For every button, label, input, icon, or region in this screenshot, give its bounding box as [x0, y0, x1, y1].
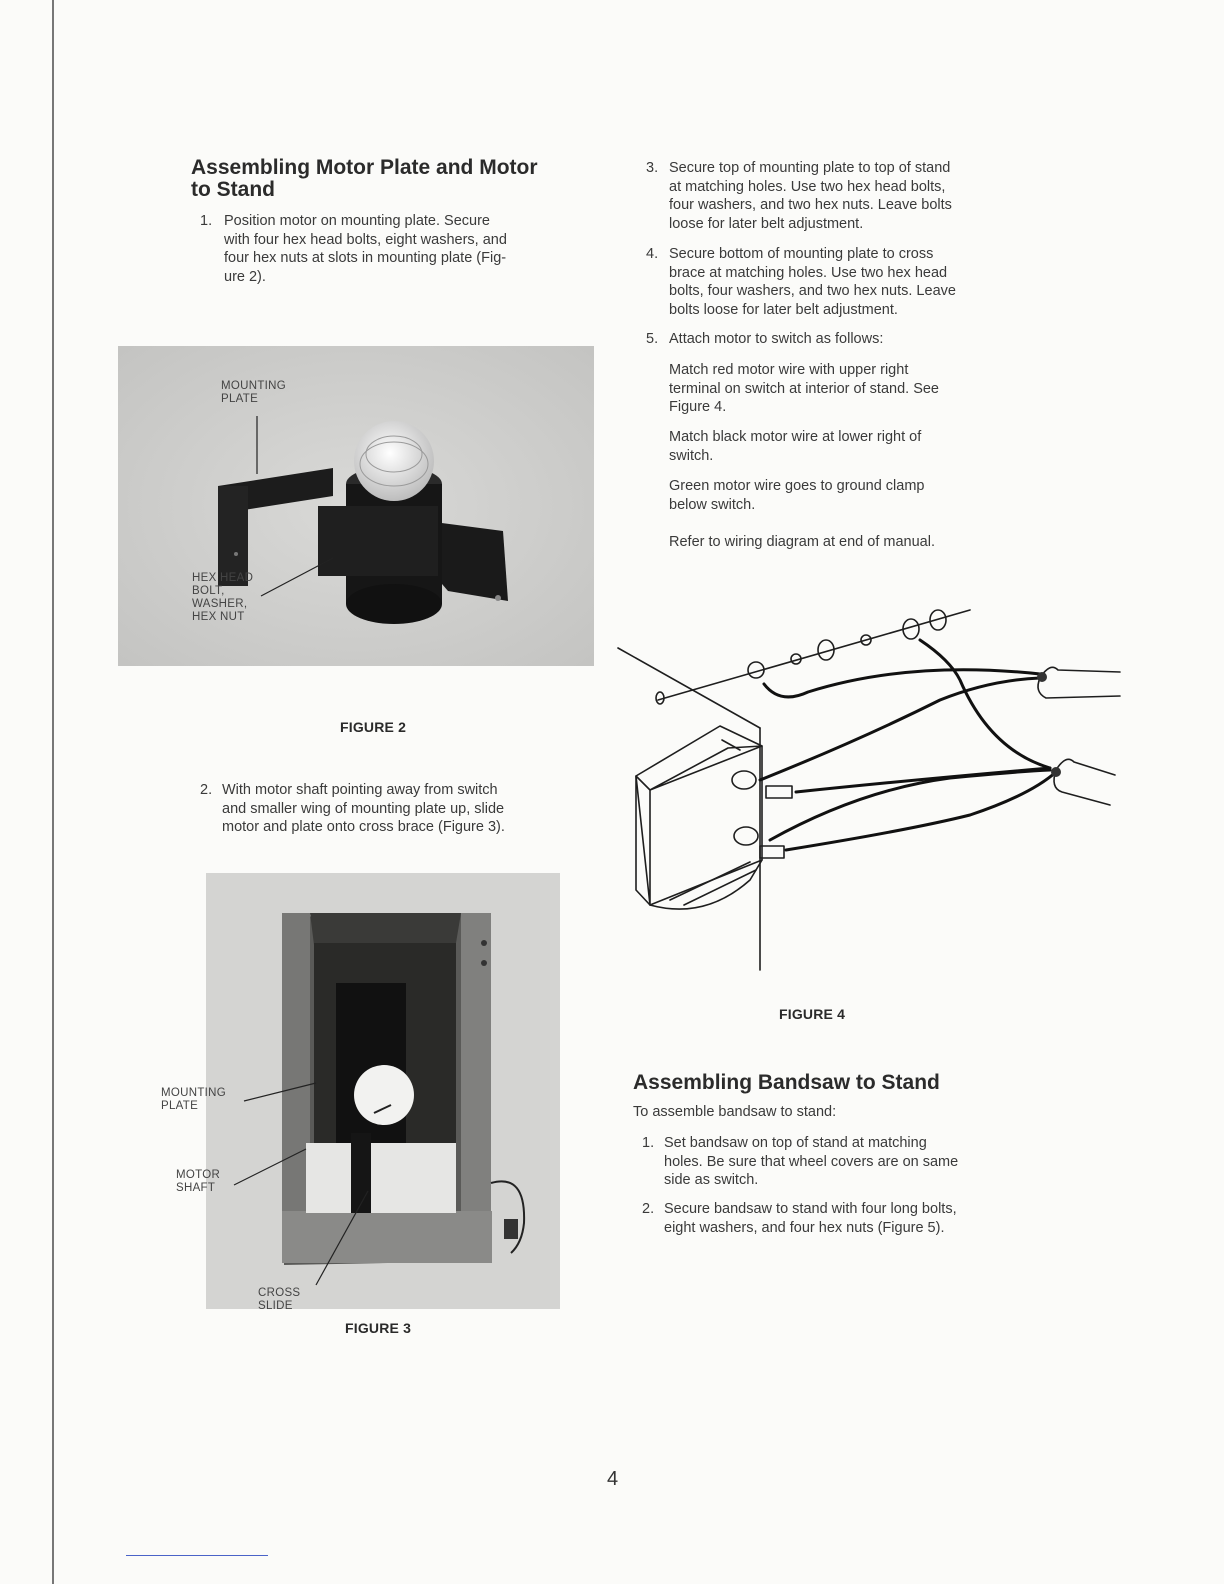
- text-line: Position motor on mounting plate. Secure: [224, 213, 490, 229]
- step-text: [669, 330, 883, 349]
- text-line: with four hex head bolts, eight washers, and: [224, 231, 507, 248]
- label-mounting-plate: [221, 380, 286, 406]
- wiring-note-diagram-ref: [669, 533, 935, 552]
- text-line: bolts loose for later belt adjustment.: [669, 301, 898, 318]
- step-number: 2.: [200, 782, 213, 798]
- step-text: [664, 1134, 958, 1190]
- label-line: PLATE: [161, 1100, 199, 1112]
- step-number: 1.: [200, 213, 213, 229]
- step-number: 5.: [646, 331, 659, 347]
- label-line: BOLT,: [192, 585, 225, 597]
- step-4: [646, 245, 1016, 321]
- label-line: SHAFT: [176, 1182, 216, 1194]
- step-number: 1.: [642, 1135, 655, 1151]
- page-number: 4: [607, 1468, 619, 1490]
- label-cross-slide: [258, 1287, 300, 1309]
- label-line: MOUNTING: [221, 380, 287, 392]
- section-title-motor-plate: [191, 157, 538, 201]
- text-line: four hex nuts at slots in mounting plate (Fig-: [224, 250, 507, 266]
- text-line: holes. Be sure that wheel covers are on same: [664, 1153, 959, 1170]
- step-number: 3.: [646, 160, 659, 176]
- text-line: Attach motor to switch as follows:: [669, 331, 884, 347]
- text-line: Figure 4.: [669, 399, 727, 415]
- figure-3-photo: [206, 873, 560, 1309]
- step-text: [669, 245, 956, 319]
- text-line: Match black motor wire at lower right of: [669, 429, 922, 445]
- section-title-line: to Stand: [191, 178, 275, 201]
- label-hex-hardware: [192, 572, 253, 624]
- wiring-note-red: [669, 361, 939, 417]
- text-line: switch.: [669, 447, 714, 464]
- text-line: side as switch.: [664, 1172, 759, 1188]
- label-line: HEX HEAD: [192, 572, 254, 584]
- text-line: terminal on switch at interior of stand. See: [669, 380, 939, 397]
- figure-4-drawing: [610, 600, 1130, 975]
- text-line: With motor shaft pointing away from switch: [222, 782, 498, 798]
- text-line: ure 2).: [224, 268, 266, 285]
- label-line: MOUNTING: [161, 1087, 227, 1099]
- footer-link-underline: [126, 1555, 268, 1556]
- text-line: bolts, four washers, and two hex nuts. Leave: [669, 283, 956, 299]
- text-line: eight washers, and four hex nuts (Figure 5).: [664, 1219, 945, 1236]
- wiring-note-black: [669, 428, 921, 465]
- figure-2-caption: FIGURE 2: [340, 719, 407, 735]
- bandsaw-step-1: [642, 1134, 1012, 1194]
- step-number: 2.: [642, 1201, 655, 1217]
- text-line: four washers, and two hex nuts. Leave bolts: [669, 197, 952, 213]
- motor-on-plate-illustration: [118, 346, 594, 666]
- text-line: Match red motor wire with upper right: [669, 362, 909, 378]
- text-line: loose for later belt adjustment.: [669, 215, 864, 232]
- section-title-bandsaw: Assembling Bandsaw to Stand: [633, 1071, 940, 1094]
- step-text: [222, 781, 505, 837]
- label-line: PLATE: [221, 393, 259, 405]
- text-line: Secure top of mounting plate to top of stand: [669, 160, 951, 176]
- label-motor-shaft: [176, 1169, 220, 1195]
- step-text: [664, 1200, 957, 1237]
- label-line: WASHER,: [192, 598, 248, 610]
- text-line: Secure bandsaw to stand with four long bolts,: [664, 1201, 957, 1217]
- bandsaw-step-2: [642, 1200, 1012, 1240]
- wiring-note-green: [669, 477, 925, 514]
- label-mounting-plate-fig3: [161, 1087, 226, 1113]
- figure-4-caption: FIGURE 4: [779, 1006, 846, 1022]
- figure-3-caption: FIGURE 3: [345, 1320, 412, 1336]
- step-2: [200, 781, 570, 841]
- text-line: motor and plate onto cross brace (Figure 3).: [222, 819, 505, 835]
- section-title-line: Assembling Motor Plate and Motor: [191, 156, 538, 179]
- figure-2-photo: [118, 346, 594, 666]
- text-line: and smaller wing of mounting plate up, slide: [222, 800, 505, 817]
- section-intro: To assemble bandsaw to stand:: [633, 1104, 837, 1120]
- step-3: [646, 159, 1016, 235]
- text-line: brace at matching holes. Use two hex head: [669, 264, 948, 281]
- text-line: at matching holes. Use two hex head bolts,: [669, 178, 946, 195]
- label-line: CROSS: [258, 1287, 301, 1299]
- text-line: Secure bottom of mounting plate to cross: [669, 246, 934, 262]
- label-line: SLIDE: [258, 1300, 293, 1309]
- text-line: Green motor wire goes to ground clamp: [669, 478, 925, 494]
- step-text: [224, 212, 507, 286]
- text-line: below switch.: [669, 496, 756, 513]
- step-5: [646, 330, 1016, 350]
- switch-wiring-illustration: [610, 600, 1130, 975]
- step-number: 4.: [646, 246, 659, 262]
- step-1: [200, 212, 570, 292]
- text-line: Refer to wiring diagram at end of manual.: [669, 534, 935, 550]
- stand-with-motor-illustration: [206, 873, 560, 1309]
- step-text: [669, 159, 952, 233]
- text-line: Set bandsaw on top of stand at matching: [664, 1135, 927, 1151]
- label-line: MOTOR: [176, 1169, 221, 1181]
- label-line: HEX NUT: [192, 611, 245, 623]
- binding-edge: [52, 0, 54, 1584]
